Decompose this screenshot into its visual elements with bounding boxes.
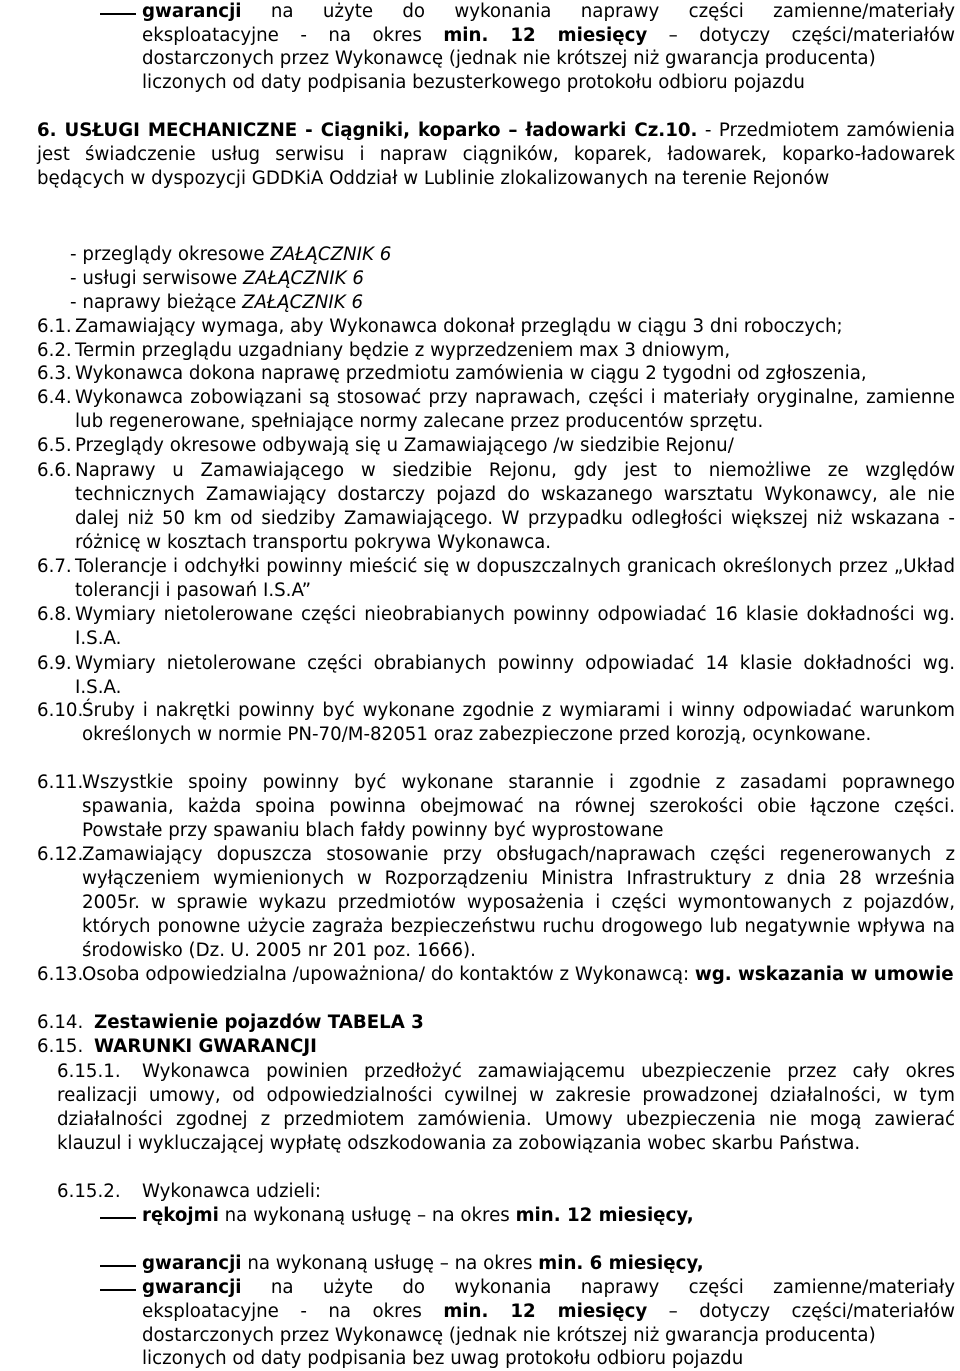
item-number: 6.4. xyxy=(37,387,72,408)
item-number: 6.6. xyxy=(37,460,72,481)
guarantee-rekojmia: rękojmi na wykonaną usługę – na okres min. 12 miesięcy, xyxy=(142,1205,694,1226)
item-6-6: Naprawy u Zamawiającego w siedzibie Rejonu, gdy jest to niemożliwe ze względów technicznych Zamawiający dostarczy pojazd do wskazanego warsztatu Wykonawcy, ale nie dalej niż 50 km od siedziby Zamawiającego. W przypadku odległości większej niż wskazana - różnicę w kosztach transportu pokrywa Wykonawca. xyxy=(75,460,955,553)
list-item: - usługi serwisowe ZAŁĄCZNIK 6 xyxy=(70,268,364,289)
item-number: 6.13. xyxy=(37,964,84,985)
item-number: 6.15.1. xyxy=(57,1061,121,1082)
item-6-8: Wymiary nietolerowane części nieobrabianych powinny odpowiadać 16 klasie dokładności wg. I.S.A. xyxy=(75,604,955,649)
section6-heading: 6. USŁUGI MECHANICZNE - Ciągniki, koparko – ładowarki Cz.10. xyxy=(37,120,698,141)
item-number: 6.7. xyxy=(37,556,72,577)
item-number: 6.10. xyxy=(37,700,84,721)
warranty-bold: gwarancji xyxy=(142,1,242,22)
warranty-line2a: eksploatacyjne - na okres xyxy=(142,25,422,46)
section6-list xyxy=(70,243,391,315)
item-6-7: Tolerancje i odchyłki powinny mieścić się w dopuszczalnych granicach określonych przez „Układ tolerancji i pasowań I.S.A” xyxy=(75,556,955,601)
item-6-15-1: Wykonawca powinien przedłożyć zamawiającemu ubezpieczenie przez cały okres realizacji umowy, od odpowiedzialności cywilnej w zakresie prowadzonej działalności, w tym działalności zgodnej z przedmiotem zamówienia. Umowy ubezpieczenia nie mogą zawierać klauzul i wykluczającej wypłatę odszkodowania za zobowiązania wobec skarbu Państwa. xyxy=(57,1061,955,1154)
item-number: 6.5. xyxy=(37,435,72,456)
item-6-15: WARUNKI GWARANCJI xyxy=(94,1036,317,1057)
item-6-10: Śruby i nakrętki powinny być wykonane zgodnie z wymiarami i winny odpowiadać warunkom określonych w normie PN-70/M-82051 oraz zabezpieczone przed korozją, ocynkowane. xyxy=(82,700,955,745)
guarantee-service: gwarancji na wykonaną usługę – na okres min. 6 miesięcy, xyxy=(142,1253,704,1274)
item-6-5: Przeglądy okresowe odbywają się u Zamawiającego /w siedzibie Rejonu/ xyxy=(75,435,734,456)
item-number: 6.11. xyxy=(37,772,84,793)
section6-intro-text: - Przedmiotem zamówienia jest świadczenie usług serwisu i napraw ciągników, koparek, ładowarek, koparko-ładowarek będących w dyspozycji GDDKiA Oddział w Lublinie zlokalizowanych na terenie Rejonów xyxy=(37,120,955,189)
dash-bullet xyxy=(100,1217,136,1219)
item-number: 6.9. xyxy=(37,653,72,674)
warranty-line3: dostarczonych przez Wykonawcę (jednak nie krótszej niż gwarancja producenta) xyxy=(142,48,876,69)
dash-bullet xyxy=(100,1289,136,1291)
item-number: 6.1. xyxy=(37,316,72,337)
warranty-line4: liczonych od daty podpisania bezusterkowego protokołu odbioru pojazdu xyxy=(142,72,805,93)
item-number: 6.8. xyxy=(37,604,72,625)
item-number: 6.3. xyxy=(37,363,72,384)
item-number: 6.14. xyxy=(37,1012,84,1033)
item-6-15-2: Wykonawca udzieli: xyxy=(142,1181,322,1202)
item-6-14: Zestawienie pojazdów TABELA 3 xyxy=(94,1012,424,1033)
warranty-line1: na użyte do wykonania naprawy części zamienne/materiały xyxy=(270,1,955,22)
dash-bullet xyxy=(100,1265,136,1267)
dash-bullet xyxy=(100,13,136,15)
item-6-1: Zamawiający wymaga, aby Wykonawca dokonał przeglądu w ciągu 3 dni roboczych; xyxy=(75,316,843,337)
item-6-11: Wszystkie spoiny powinny być wykonane starannie i zgodnie z zasadami poprawnego spawania, każda spoina powinna obejmować na równej szerokości obie łączone części. Powstałe przy spawaniu blach fałdy powinny być wyprostowane xyxy=(82,772,955,841)
item-number: 6.12. xyxy=(37,844,84,865)
item-number: 6.15. xyxy=(37,1036,84,1057)
list-item: - naprawy bieżące ZAŁĄCZNIK 6 xyxy=(70,292,364,313)
list-item: - przeglądy okresowe ZAŁĄCZNIK 6 xyxy=(70,244,392,265)
item-6-4: Wykonawca zobowiązani są stosować przy naprawach, części i materiały oryginalne, zamienne lub regenerowane, spełniające normy zalecane przez producentów sprzętu. xyxy=(75,387,955,432)
item-number: 6.15.2. xyxy=(57,1181,121,1202)
section6-intro xyxy=(37,119,955,191)
item-6-3: Wykonawca dokona naprawę przedmiotu zamówienia w ciągu 2 tygodni od zgłoszenia, xyxy=(75,363,867,384)
item-number: 6.2. xyxy=(37,340,72,361)
warranty-line2b: min. 12 miesięcy xyxy=(443,25,648,46)
item-6-9: Wymiary nietolerowane części obrabianych powinny odpowiadać 14 klasie dokładności wg. I.S.A. xyxy=(75,653,955,698)
item-6-13: Osoba odpowiedzialna /upoważniona/ do kontaktów z Wykonawcą: wg. wskazania w umowie xyxy=(82,964,954,985)
item-6-2: Termin przeglądu uzgadniany będzie z wyprzedzeniem max 3 dniowym, xyxy=(75,340,731,361)
item-6-12: Zamawiający dopuszcza stosowanie przy obsługach/naprawach części regenerowanych z wyłączeniem wymienionych w Rozporządzeniu Ministra Infrastruktury z dnia 28 września 2005r. w sprawie wykazu przedmiotów wyposażenia i części wymontowanych z pojazdów, których ponowne użycie zagraża bezpieczeństwu ruchu drogowego lub negatywnie wpływa na środowisko (Dz. U. 2005 nr 201 poz. 1666). xyxy=(82,844,955,961)
warranty-line2c: – dotyczy części/materiałów xyxy=(668,25,955,46)
